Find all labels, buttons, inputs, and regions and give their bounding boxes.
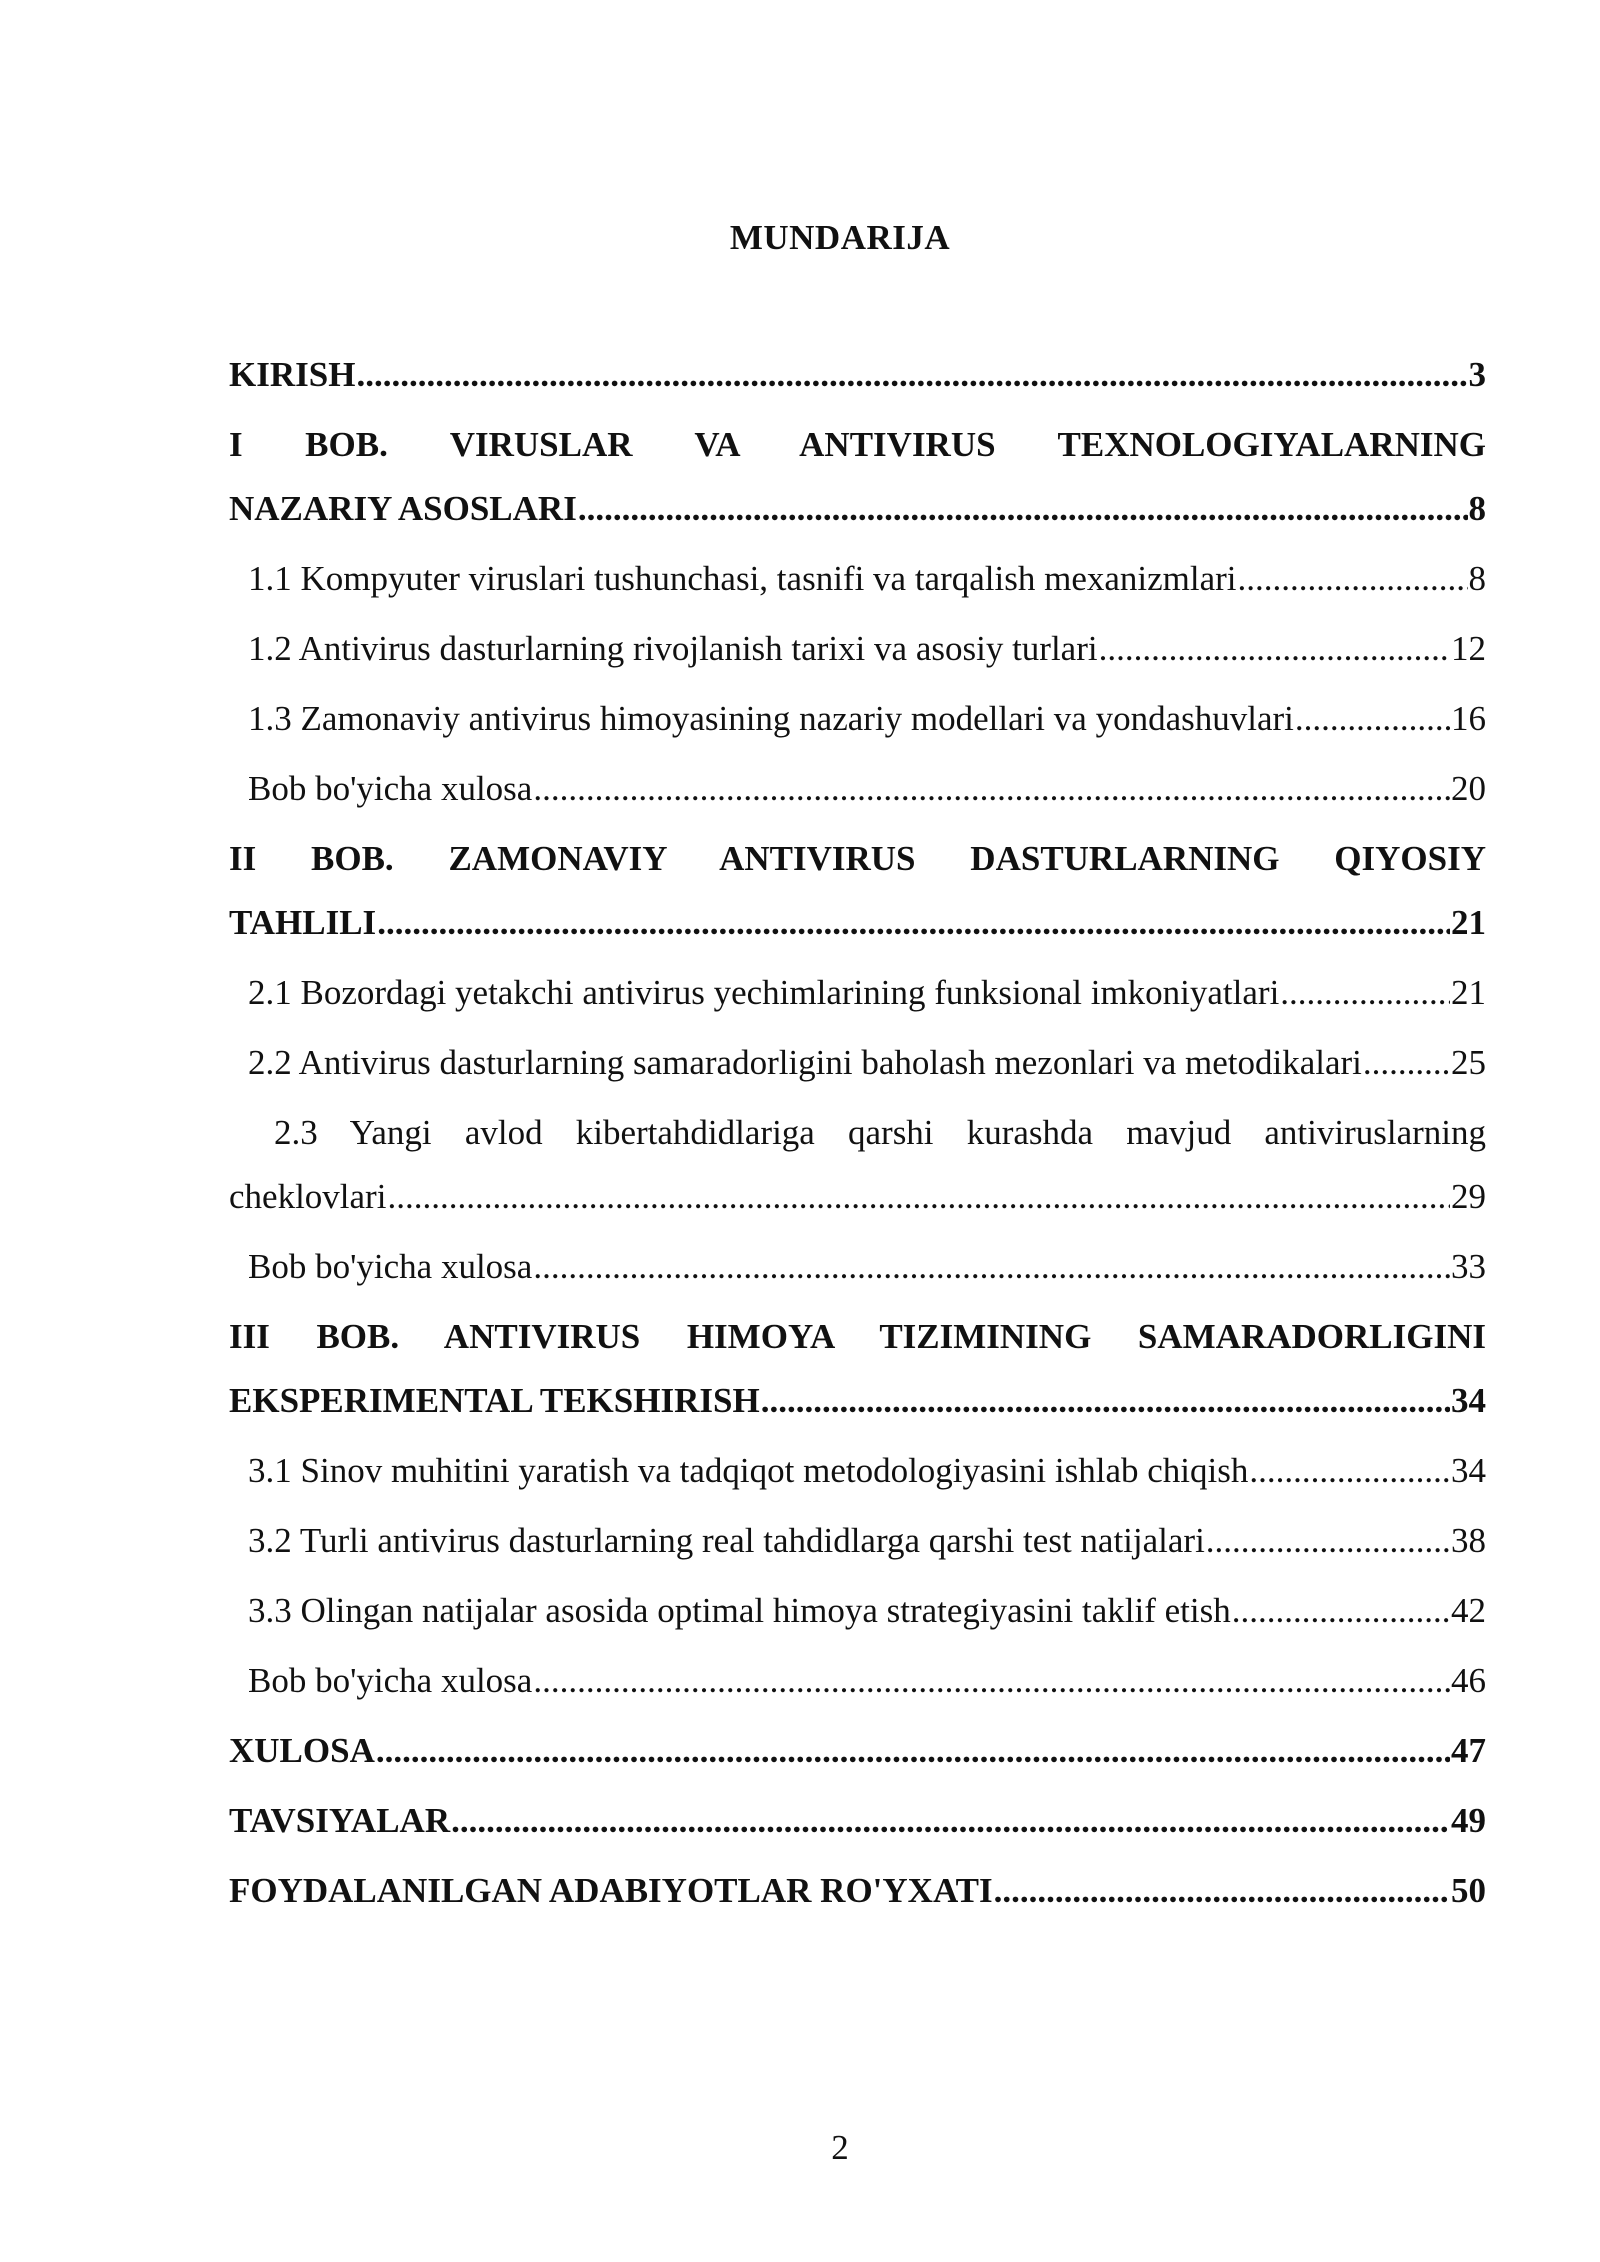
toc-entry-label: KIRISH (229, 355, 356, 394)
dot-leader (1232, 1578, 1450, 1644)
toc-entry-heading-line: 2.3 Yangi avlod kibertahdidlariga qarshi kurashda mavjud antiviruslarning (274, 1113, 1486, 1152)
toc-entry[interactable] (229, 756, 1486, 826)
toc-entry-label: 3.1 Sinov muhitini yaratish va tadqiqot metodologiyasini ishlab chiqish (248, 1451, 1249, 1490)
toc-entry-page: 34 (1451, 1381, 1486, 1420)
toc-entry[interactable] (229, 1578, 1486, 1648)
dot-leader (578, 476, 1468, 542)
toc-entry-page: 21 (1451, 973, 1486, 1012)
dot-leader (387, 1164, 1450, 1230)
toc-entry-label: XULOSA (229, 1731, 375, 1770)
toc-entry[interactable] (229, 890, 1486, 960)
dot-leader (451, 1788, 1450, 1854)
dot-leader (1206, 1508, 1450, 1574)
toc-entry-page: 38 (1451, 1521, 1486, 1560)
toc-entry[interactable] (229, 686, 1486, 756)
toc-entry-page: 49 (1451, 1801, 1486, 1840)
dot-leader (994, 1858, 1450, 1924)
toc-entry-page: 50 (1451, 1871, 1486, 1910)
toc-entry-label: NAZARIY ASOSLARI (229, 489, 577, 528)
toc-entry-label: TAVSIYALAR (229, 1801, 451, 1840)
toc-entry-heading-line: II BOB. ZAMONAVIY ANTIVIRUS DASTURLARNING QIYOSIY (229, 839, 1486, 878)
toc-entry-label: FOYDALANILGAN ADABIYOTLAR RO'YXATI (229, 1871, 993, 1910)
toc-entry[interactable] (229, 960, 1486, 1030)
toc-entry[interactable] (229, 476, 1486, 546)
toc-entry-heading-line: III BOB. ANTIVIRUS HIMOYA TIZIMINING SAMARADORLIGINI (229, 1317, 1486, 1356)
toc-entry-page: 42 (1451, 1591, 1486, 1630)
table-of-contents (229, 342, 1486, 1928)
toc-entry-label: 1.3 Zamonaviy antivirus himoyasining nazariy modellari va yondashuvlari (248, 699, 1294, 738)
toc-entry-page: 20 (1451, 769, 1486, 808)
toc-entry-page: 12 (1451, 629, 1486, 668)
toc-entry[interactable] (229, 1234, 1486, 1304)
dot-leader (533, 756, 1450, 822)
toc-entry[interactable] (229, 342, 1486, 412)
dot-leader (533, 1648, 1450, 1714)
dot-leader (377, 890, 1450, 956)
dot-leader (533, 1234, 1450, 1300)
dot-leader (1099, 616, 1450, 682)
page-title: MUNDARIJA (729, 218, 951, 257)
toc-entry-page: 16 (1451, 699, 1486, 738)
toc-entry-label: cheklovlari (229, 1177, 387, 1216)
toc-entry[interactable] (229, 1858, 1486, 1928)
toc-entry[interactable] (229, 1788, 1486, 1858)
dot-leader (1249, 1438, 1450, 1504)
toc-entry-label: Bob bo'yicha xulosa (248, 1661, 533, 1700)
toc-entry-page: 34 (1451, 1451, 1486, 1490)
toc-entry-page: 29 (1451, 1177, 1486, 1216)
dot-leader (1363, 1030, 1450, 1096)
toc-entry-label: 1.2 Antivirus dasturlarning rivojlanish tarixi va asosiy turlari (248, 629, 1098, 668)
dot-leader (356, 342, 1467, 408)
toc-entry-label: Bob bo'yicha xulosa (248, 769, 533, 808)
dot-leader (376, 1718, 1450, 1784)
toc-entry[interactable] (229, 546, 1486, 616)
toc-entry-label: 3.2 Turli antivirus dasturlarning real tahdidlarga qarshi test natijalari (248, 1521, 1205, 1560)
dot-leader (1238, 546, 1468, 612)
toc-entry[interactable] (229, 1030, 1486, 1100)
dot-leader (1295, 686, 1450, 752)
toc-entry-page: 25 (1451, 1043, 1486, 1082)
toc-entry[interactable] (229, 1368, 1486, 1438)
toc-entry-page: 8 (1468, 559, 1486, 598)
toc-entry[interactable] (229, 1164, 1486, 1234)
toc-entry-page: 3 (1468, 355, 1486, 394)
toc-entry-label: 3.3 Olingan natijalar asosida optimal himoya strategiyasini taklif etish (248, 1591, 1231, 1630)
toc-entry[interactable] (229, 616, 1486, 686)
toc-entry[interactable] (229, 1648, 1486, 1718)
toc-entry[interactable] (229, 1718, 1486, 1788)
toc-entry-label: EKSPERIMENTAL TEKSHIRISH (229, 1381, 760, 1420)
toc-entry-page: 47 (1451, 1731, 1486, 1770)
toc-entry-page: 46 (1451, 1661, 1486, 1700)
toc-entry-page: 33 (1451, 1247, 1486, 1286)
toc-entry[interactable] (229, 1508, 1486, 1578)
toc-entry-page: 21 (1451, 903, 1486, 942)
toc-entry-page: 8 (1468, 489, 1486, 528)
toc-entry-heading-line: I BOB. VIRUSLAR VA ANTIVIRUS TEXNOLOGIYALARNING (229, 425, 1486, 464)
toc-entry-label: 2.1 Bozordagi yetakchi antivirus yechimlarining funksional imkoniyatlari (248, 973, 1280, 1012)
toc-entry-label: 2.2 Antivirus dasturlarning samaradorligini baholash mezonlari va metodikalari (248, 1043, 1362, 1082)
dot-leader (1280, 960, 1450, 1026)
toc-entry-label: TAHLILI (229, 903, 377, 942)
toc-entry-label: 1.1 Kompyuter viruslari tushunchasi, tasnifi va tarqalish mexanizmlari (248, 559, 1237, 598)
toc-entry-label: Bob bo'yicha xulosa (248, 1247, 533, 1286)
page-number: 2 (831, 2128, 849, 2167)
toc-entry[interactable] (229, 1438, 1486, 1508)
dot-leader (761, 1368, 1450, 1434)
